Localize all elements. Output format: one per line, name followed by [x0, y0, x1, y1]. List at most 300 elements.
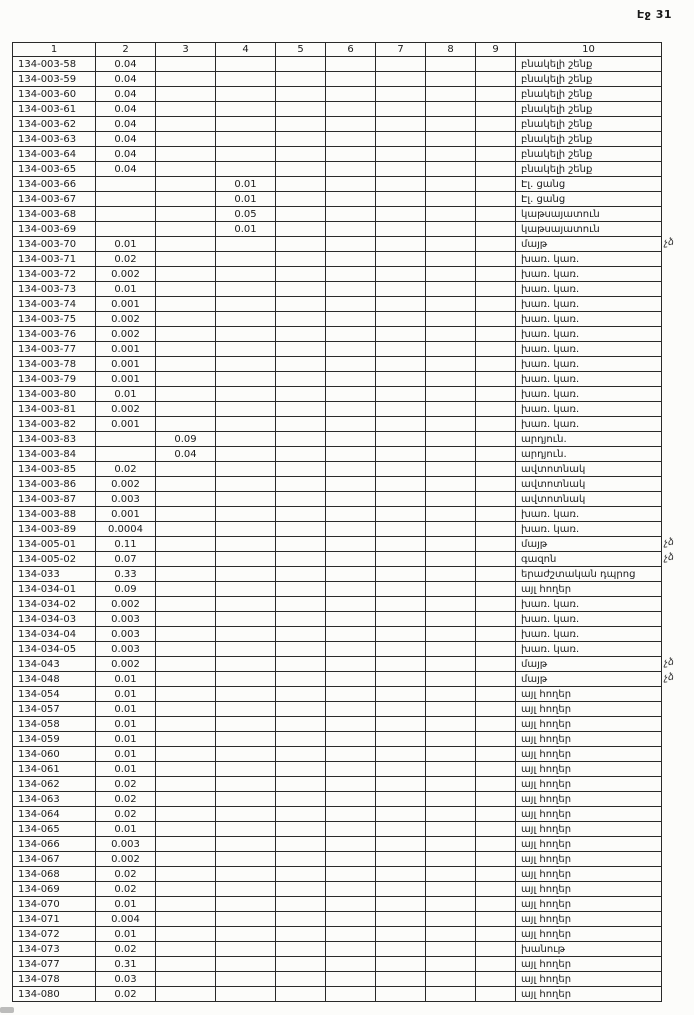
table-cell — [276, 567, 326, 582]
table-cell — [476, 312, 516, 327]
table-cell — [426, 57, 476, 72]
table-cell — [476, 747, 516, 762]
table-row — [13, 387, 662, 402]
table-cell: Էլ. ցանց — [516, 177, 662, 192]
table-cell: 0.04 — [96, 162, 156, 177]
table-cell — [326, 852, 376, 867]
table-cell: 0.02 — [96, 807, 156, 822]
table-cell: խառ. կառ. — [516, 387, 662, 402]
table-cell — [156, 702, 216, 717]
table-cell: 134-068 — [13, 867, 96, 882]
table-cell — [476, 447, 516, 462]
table-cell — [96, 177, 156, 192]
table-cell — [216, 357, 276, 372]
table-cell — [156, 567, 216, 582]
table-cell: 134-048 — [13, 672, 96, 687]
table-cell — [426, 447, 476, 462]
table-cell: այլ հողեր — [516, 732, 662, 747]
table-cell — [156, 177, 216, 192]
table-cell: 0.01 — [96, 387, 156, 402]
table-cell: 134-003-89 — [13, 522, 96, 537]
table-cell: 134-003-84 — [13, 447, 96, 462]
table-cell — [376, 357, 426, 372]
table-cell — [326, 942, 376, 957]
table-cell — [326, 552, 376, 567]
table-cell: 0.01 — [96, 927, 156, 942]
table-row — [13, 762, 662, 777]
table-cell: 134-065 — [13, 822, 96, 837]
table-cell — [376, 147, 426, 162]
table-row — [13, 702, 662, 717]
table-cell — [326, 87, 376, 102]
table-cell: 134-003-62 — [13, 117, 96, 132]
table-cell: 0.001 — [96, 417, 156, 432]
table-cell — [156, 747, 216, 762]
table-cell — [376, 132, 426, 147]
table-row — [13, 687, 662, 702]
table-cell — [216, 567, 276, 582]
table-row — [13, 927, 662, 942]
table-cell: բնակելի շենք — [516, 162, 662, 177]
table-cell: 134-003-75 — [13, 312, 96, 327]
table-cell — [426, 312, 476, 327]
table-cell — [376, 822, 426, 837]
table-cell: 0.001 — [96, 342, 156, 357]
table-cell — [326, 477, 376, 492]
table-row — [13, 312, 662, 327]
table-cell: 0.002 — [96, 402, 156, 417]
table-cell — [326, 282, 376, 297]
table-cell — [276, 492, 326, 507]
table-cell — [426, 417, 476, 432]
table-cell — [276, 777, 326, 792]
table-cell — [376, 102, 426, 117]
table-cell — [156, 582, 216, 597]
table-cell — [276, 687, 326, 702]
table-cell — [426, 297, 476, 312]
table-row — [13, 957, 662, 972]
table-cell — [326, 762, 376, 777]
table-cell — [426, 117, 476, 132]
table-cell — [426, 882, 476, 897]
column-header: 8 — [426, 43, 476, 57]
table-cell — [376, 117, 426, 132]
table-cell: 0.01 — [96, 822, 156, 837]
table-cell: 134-003-60 — [13, 87, 96, 102]
column-header: 7 — [376, 43, 426, 57]
table-cell — [426, 822, 476, 837]
table-cell — [216, 462, 276, 477]
table-cell — [156, 72, 216, 87]
table-row — [13, 237, 662, 252]
table-cell — [376, 162, 426, 177]
table-cell — [276, 117, 326, 132]
table-row — [13, 612, 662, 627]
table-cell — [276, 807, 326, 822]
table-cell — [156, 312, 216, 327]
table-cell: մայթ — [516, 672, 662, 687]
table-cell — [376, 492, 426, 507]
table-cell — [326, 597, 376, 612]
table-cell — [276, 387, 326, 402]
table-cell — [276, 837, 326, 852]
table-cell — [376, 852, 426, 867]
table-row — [13, 462, 662, 477]
table-cell: 134-003-85 — [13, 462, 96, 477]
table-cell — [156, 552, 216, 567]
table-cell: 0.02 — [96, 987, 156, 1002]
table-cell — [216, 942, 276, 957]
table-cell: բնակելի շենք — [516, 57, 662, 72]
table-cell — [476, 417, 516, 432]
table-cell — [156, 462, 216, 477]
table-cell — [326, 672, 376, 687]
table-row — [13, 807, 662, 822]
table-cell — [216, 267, 276, 282]
table-cell — [276, 57, 326, 72]
table-cell — [156, 507, 216, 522]
table-cell: այլ հողեր — [516, 837, 662, 852]
table-cell — [276, 927, 326, 942]
table-cell: 0.07 — [96, 552, 156, 567]
table-cell — [376, 867, 426, 882]
table-cell — [276, 357, 326, 372]
table-cell — [156, 252, 216, 267]
table-cell — [276, 402, 326, 417]
table-cell — [156, 942, 216, 957]
table-row — [13, 87, 662, 102]
table-cell — [376, 552, 426, 567]
table-cell — [276, 522, 326, 537]
table-cell — [326, 147, 376, 162]
table-cell — [426, 597, 476, 612]
table-cell — [376, 297, 426, 312]
table-cell — [326, 522, 376, 537]
table-cell: բնակելի շենք — [516, 147, 662, 162]
table-cell — [426, 477, 476, 492]
table-cell — [426, 672, 476, 687]
table-cell — [156, 267, 216, 282]
table-cell — [376, 267, 426, 282]
table-cell — [216, 312, 276, 327]
table-cell — [276, 507, 326, 522]
table-cell — [326, 387, 376, 402]
table-cell — [426, 147, 476, 162]
table-cell — [156, 522, 216, 537]
table-cell — [216, 552, 276, 567]
table-cell: 0.09 — [96, 582, 156, 597]
table-cell — [426, 987, 476, 1002]
table-cell — [156, 642, 216, 657]
table-cell — [426, 357, 476, 372]
table-cell — [476, 912, 516, 927]
table-cell: 134-003-72 — [13, 267, 96, 282]
table-cell — [376, 987, 426, 1002]
table-cell: 134-003-82 — [13, 417, 96, 432]
table-cell — [376, 597, 426, 612]
table-cell — [476, 687, 516, 702]
table-cell: 134-003-64 — [13, 147, 96, 162]
table-cell — [276, 342, 326, 357]
table-cell: 134-078 — [13, 972, 96, 987]
table-cell — [426, 72, 476, 87]
table-cell: խառ. կառ. — [516, 612, 662, 627]
table-cell: խառ. կառ. — [516, 357, 662, 372]
table-cell — [326, 237, 376, 252]
table-cell: 134-072 — [13, 927, 96, 942]
table-row — [13, 657, 662, 672]
table-cell: կաթսայատուն — [516, 207, 662, 222]
table-row — [13, 162, 662, 177]
table-cell — [426, 777, 476, 792]
table-row — [13, 222, 662, 237]
table-cell — [156, 612, 216, 627]
table-cell — [426, 792, 476, 807]
table-row — [13, 147, 662, 162]
table-cell — [216, 297, 276, 312]
table-cell: 0.004 — [96, 912, 156, 927]
table-cell — [476, 252, 516, 267]
table-cell: 0.01 — [216, 222, 276, 237]
table-cell — [426, 252, 476, 267]
table-cell — [326, 102, 376, 117]
table-cell — [426, 747, 476, 762]
table-cell: 134-003-79 — [13, 372, 96, 387]
table-cell — [216, 72, 276, 87]
table-cell — [156, 717, 216, 732]
table-cell — [476, 147, 516, 162]
table-cell — [156, 492, 216, 507]
table-cell — [326, 492, 376, 507]
table-cell — [376, 807, 426, 822]
table-header-row — [13, 43, 662, 57]
table-cell: 0.01 — [96, 672, 156, 687]
table-cell — [216, 372, 276, 387]
table-cell — [376, 927, 426, 942]
table-cell — [476, 822, 516, 837]
table-cell — [276, 762, 326, 777]
table-cell: 0.01 — [96, 747, 156, 762]
table-cell: խառ. կառ. — [516, 372, 662, 387]
table-cell — [216, 702, 276, 717]
table-cell — [326, 177, 376, 192]
table-cell — [326, 987, 376, 1002]
table-cell: այլ հողեր — [516, 687, 662, 702]
table-cell: 134-077 — [13, 957, 96, 972]
table-cell: խառ. կառ. — [516, 312, 662, 327]
table-cell — [216, 252, 276, 267]
table-cell — [476, 762, 516, 777]
table-cell — [216, 387, 276, 402]
table-cell — [216, 897, 276, 912]
table-cell — [276, 297, 326, 312]
table-cell: 134-003-76 — [13, 327, 96, 342]
table-cell: 0.04 — [96, 87, 156, 102]
table-row — [13, 597, 662, 612]
table-cell — [156, 672, 216, 687]
table-cell: կաթսայատուն — [516, 222, 662, 237]
table-cell — [376, 762, 426, 777]
table-cell — [326, 402, 376, 417]
table-cell: ավտոտնակ — [516, 492, 662, 507]
table-row — [13, 732, 662, 747]
table-cell: 134-073 — [13, 942, 96, 957]
table-cell — [376, 882, 426, 897]
table-cell: 134-003-86 — [13, 477, 96, 492]
table-cell: 0.01 — [96, 717, 156, 732]
table-cell — [216, 612, 276, 627]
table-cell — [426, 222, 476, 237]
table-cell — [276, 627, 326, 642]
table-cell: 0.02 — [96, 792, 156, 807]
table-cell — [426, 162, 476, 177]
table-cell — [156, 297, 216, 312]
table-cell: 0.04 — [96, 132, 156, 147]
table-cell: 0.002 — [96, 597, 156, 612]
table-cell: 0.001 — [96, 357, 156, 372]
table-cell — [476, 642, 516, 657]
column-header: 3 — [156, 43, 216, 57]
table-cell — [326, 912, 376, 927]
table-cell — [426, 942, 476, 957]
table-cell: բնակելի շենք — [516, 87, 662, 102]
table-cell — [376, 462, 426, 477]
table-cell: 134-034-02 — [13, 597, 96, 612]
table-cell: 0.04 — [96, 72, 156, 87]
table-cell — [426, 657, 476, 672]
table-cell: 134-062 — [13, 777, 96, 792]
table-cell — [276, 957, 326, 972]
table-cell: 0.03 — [96, 972, 156, 987]
table-cell: ավտոտնակ — [516, 462, 662, 477]
table-cell — [276, 87, 326, 102]
table-cell — [326, 312, 376, 327]
table-cell: այլ հողեր — [516, 702, 662, 717]
table-cell — [156, 852, 216, 867]
table-row — [13, 447, 662, 462]
table-cell: այլ հողեր — [516, 912, 662, 927]
table-cell — [156, 417, 216, 432]
table-row — [13, 747, 662, 762]
table-cell — [216, 282, 276, 297]
table-cell: այլ հողեր — [516, 747, 662, 762]
table-cell — [276, 447, 326, 462]
table-cell — [326, 567, 376, 582]
table-cell: խառ. կառ. — [516, 417, 662, 432]
handwritten-mark: չձ — [663, 671, 675, 683]
table-cell — [476, 987, 516, 1002]
table-cell — [376, 477, 426, 492]
table-cell: այլ հողեր — [516, 897, 662, 912]
table-cell — [96, 447, 156, 462]
table-cell: խառ. կառ. — [516, 597, 662, 612]
table-cell: 134-043 — [13, 657, 96, 672]
table-cell — [476, 492, 516, 507]
table-cell — [376, 957, 426, 972]
table-cell — [326, 192, 376, 207]
table-cell: բնակելի շենք — [516, 132, 662, 147]
table-cell — [276, 702, 326, 717]
table-cell: 134-003-73 — [13, 282, 96, 297]
column-header: 4 — [216, 43, 276, 57]
table-cell — [156, 477, 216, 492]
table-cell: 134-005-02 — [13, 552, 96, 567]
table-row — [13, 477, 662, 492]
table-cell: 0.01 — [216, 177, 276, 192]
table-cell: այլ հողեր — [516, 717, 662, 732]
table-cell — [326, 357, 376, 372]
table-cell — [276, 132, 326, 147]
table-cell — [156, 957, 216, 972]
table-cell: 0.001 — [96, 507, 156, 522]
table-cell: 134-003-69 — [13, 222, 96, 237]
table-cell — [426, 492, 476, 507]
table-cell: 0.05 — [216, 207, 276, 222]
table-cell — [156, 327, 216, 342]
table-cell — [476, 837, 516, 852]
handwritten-mark: չձ — [663, 656, 675, 668]
table-cell: խառ. կառ. — [516, 297, 662, 312]
table-cell — [216, 867, 276, 882]
table-row — [13, 177, 662, 192]
table-cell — [216, 957, 276, 972]
table-row — [13, 822, 662, 837]
table-cell — [376, 237, 426, 252]
table-cell — [276, 192, 326, 207]
table-cell — [276, 612, 326, 627]
table-cell — [476, 222, 516, 237]
table-cell: երաժշտական դպրոց — [516, 567, 662, 582]
table-cell: 134-005-01 — [13, 537, 96, 552]
table-cell — [276, 657, 326, 672]
table-cell — [276, 912, 326, 927]
table-cell — [216, 162, 276, 177]
table-cell — [476, 372, 516, 387]
table-cell — [326, 447, 376, 462]
table-cell — [476, 717, 516, 732]
table-cell — [96, 432, 156, 447]
table-cell: 0.01 — [96, 237, 156, 252]
table-cell: 0.003 — [96, 642, 156, 657]
table-cell: այլ հողեր — [516, 867, 662, 882]
table-cell — [216, 807, 276, 822]
handwritten-mark: չձ — [663, 551, 675, 563]
table-cell — [376, 567, 426, 582]
table-cell: մայթ — [516, 657, 662, 672]
table-cell — [326, 207, 376, 222]
table-row — [13, 432, 662, 447]
table-cell — [376, 777, 426, 792]
table-cell — [156, 822, 216, 837]
table-cell — [326, 897, 376, 912]
table-cell: այլ հողեր — [516, 792, 662, 807]
table-cell — [216, 507, 276, 522]
table-cell — [326, 882, 376, 897]
table-cell — [476, 852, 516, 867]
handwritten-mark: չձ — [663, 536, 675, 548]
table-cell — [156, 102, 216, 117]
column-header: 2 — [96, 43, 156, 57]
handwritten-mark: չձ — [663, 236, 675, 248]
table-cell: 0.33 — [96, 567, 156, 582]
table-cell — [276, 267, 326, 282]
table-cell: խառ. կառ. — [516, 327, 662, 342]
table-cell — [476, 87, 516, 102]
table-cell — [326, 612, 376, 627]
table-cell — [476, 612, 516, 627]
table-cell: այլ հողեր — [516, 882, 662, 897]
table-cell: 0.31 — [96, 957, 156, 972]
